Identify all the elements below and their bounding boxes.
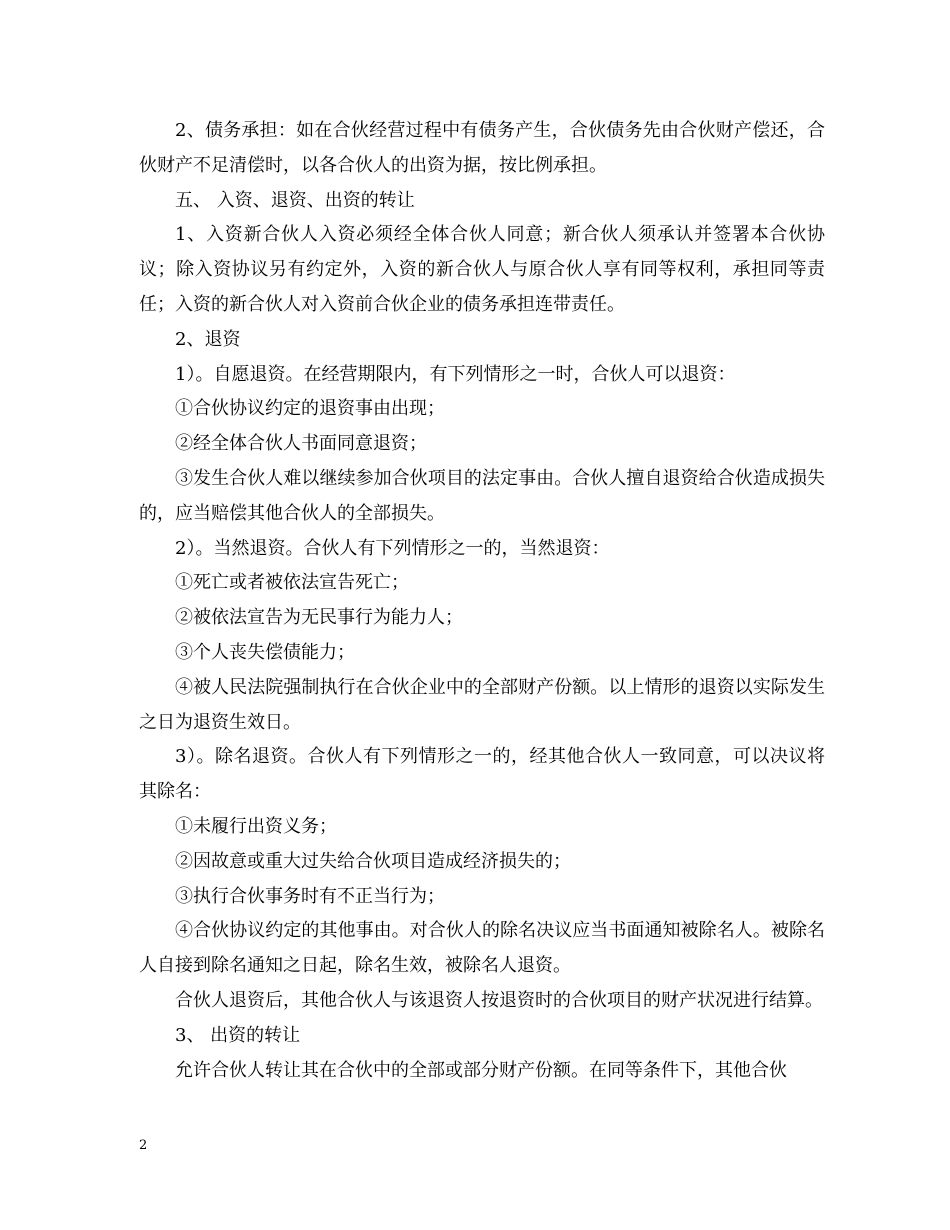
list-item: ②经全体合伙人书面同意退资； (175, 433, 427, 455)
paragraph-automatic-withdrawal: 2）。当然退资。合伙人有下列情形之一的，当然退资： (175, 537, 610, 559)
list-item: ①死亡或者被依法宣告死亡； (175, 572, 409, 594)
paragraph-admission: 1、入资新合伙人入资必须经全体合伙人同意；新合伙人须承认并签署本合伙协议；除入资协议另有约定外，入资的新合伙人与原合伙人享有同等权利，承担同等责任；入资的新合伙人对入资前合伙企业的债务承担连带责任。 (139, 224, 825, 315)
list-item: ③个人丧失偿债能力； (175, 641, 355, 663)
paragraph-voluntary-withdrawal: 1）。自愿退资。在经营期限内，有下列情形之一时，合伙人可以退资： (175, 363, 736, 385)
list-item: ①未履行出资义务； (175, 815, 337, 837)
list-item: ②因故意或重大过失给合伙项目造成经济损失的； (175, 850, 571, 872)
subheading-transfer: 3、 出资的转让 (175, 1024, 301, 1046)
list-item: ②被依法宣告为无民事行为能力人； (175, 607, 463, 629)
paragraph-debt-liability: 2、债务承担：如在合伙经营过程中有债务产生，合伙债务先由合伙财产偿还，合伙财产不足清偿时，以各合伙人的出资为据，按比例承担。 (139, 120, 825, 176)
subheading-withdrawal: 2、退资 (175, 328, 241, 350)
list-item: ③发生合伙人难以继续参加合伙项目的法定事由。合伙人擅自退资给合伙造成损失的，应当赔偿其他合伙人的全部损失。 (139, 467, 825, 524)
page-number: 2 (139, 1138, 148, 1153)
list-item: ③执行合伙事务时有不正当行为； (175, 885, 445, 907)
section-heading-capital: 五、 入资、退资、出资的转让 (175, 189, 415, 211)
paragraph-expulsion: 3）。除名退资。合伙人有下列情形之一的，经其他合伙人一致同意，可以决议将其除名： (139, 746, 825, 803)
list-item: ④合伙协议约定的其他事由。对合伙人的除名决议应当书面通知被除名人。被除名人自接到除名通知之日起，除名生效，被除名人退资。 (139, 920, 825, 977)
paragraph-settlement: 合伙人退资后，其他合伙人与该退资人按退资时的合伙项目的财产状况进行结算。 (175, 989, 823, 1011)
document-body (139, 114, 825, 1088)
paragraph-transfer: 允许合伙人转让其在合伙中的全部或部分财产份额。在同等条件下，其他合伙 (175, 1059, 787, 1081)
list-item: ①合伙协议约定的退资事由出现； (175, 398, 445, 420)
list-item: ④被人民法院强制执行在合伙企业中的全部财产份额。以上情形的退资以实际发生之日为退资生效日。 (139, 676, 825, 733)
